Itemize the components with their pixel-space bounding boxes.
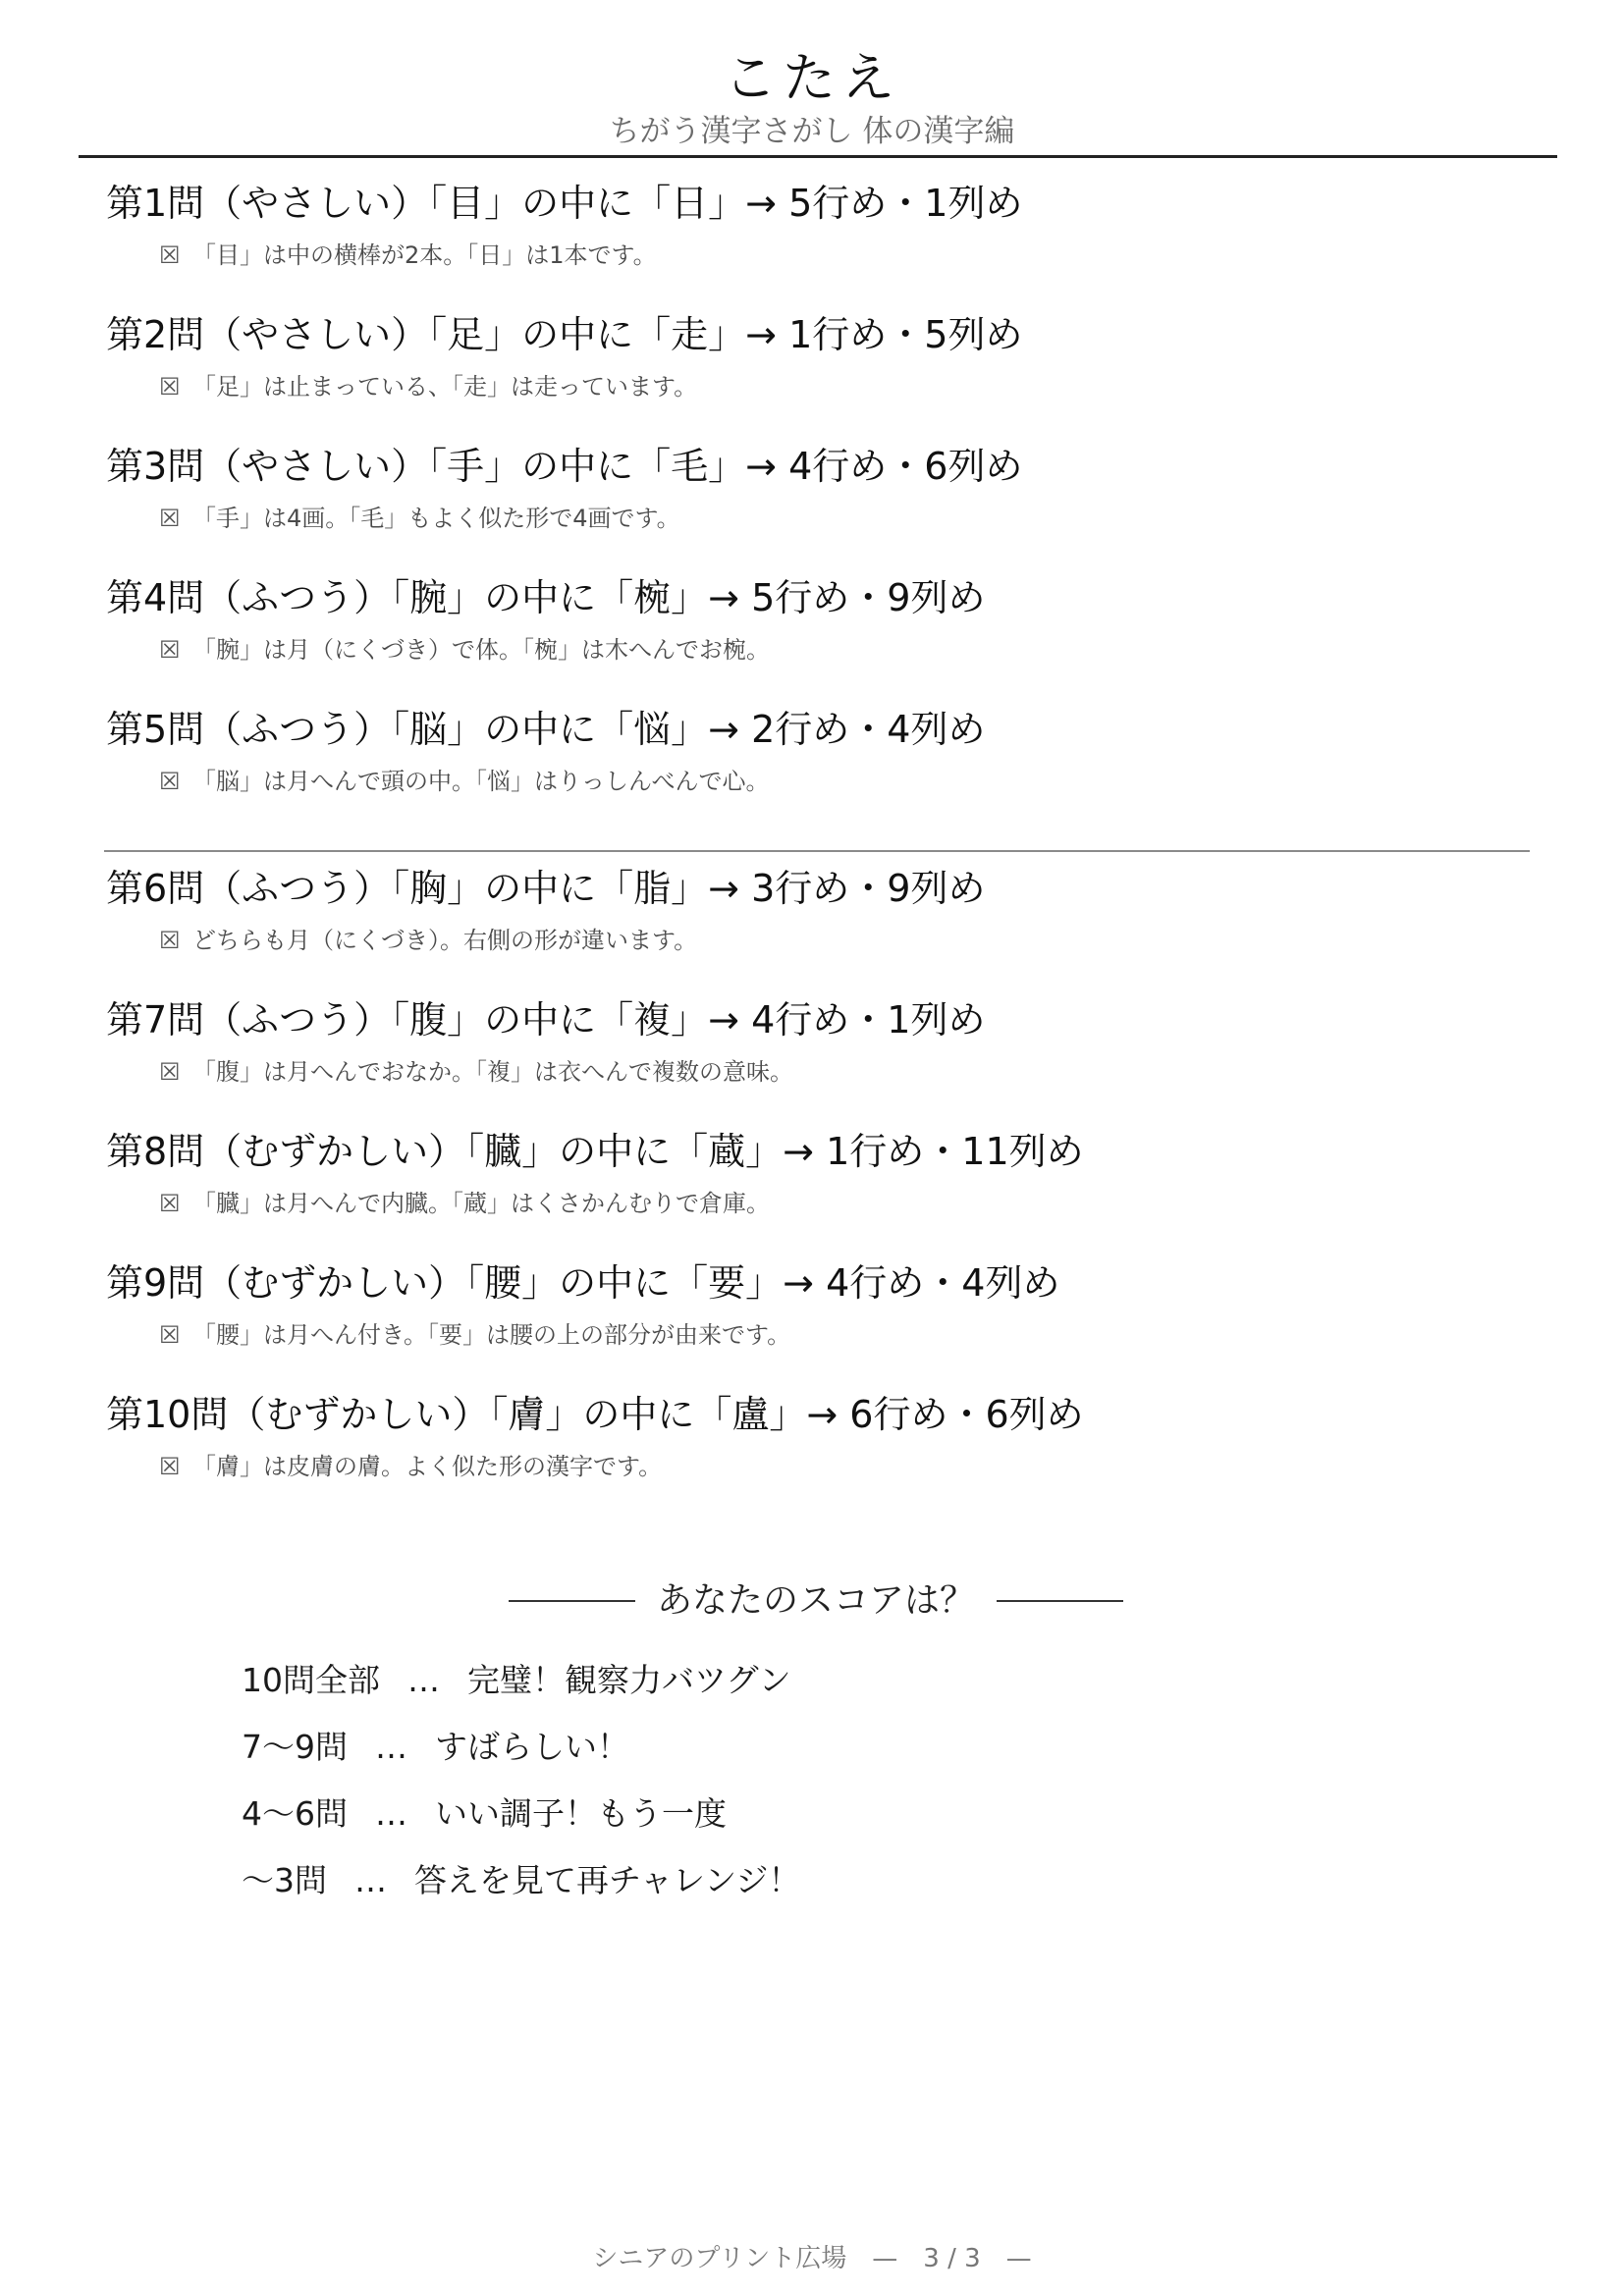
answer-item-5 bbox=[106, 705, 1530, 797]
heading-rule-left bbox=[509, 1600, 635, 1602]
checkbox-icon: ☒ bbox=[159, 505, 181, 532]
answer-note-text: 「臓」は月へんで内臓。「蔵」はくさかんむりで倉庫。 bbox=[192, 1190, 770, 1217]
checkbox-icon: ☒ bbox=[159, 1190, 181, 1217]
score-heading-label: あなたのスコアは？ bbox=[657, 1580, 976, 1621]
answer-note bbox=[106, 634, 1530, 666]
answer-note bbox=[106, 1188, 1530, 1219]
answer-note-text: 「脳」は月へんで頭の中。「悩」はりっしんべんで心。 bbox=[192, 768, 770, 795]
score-message: いい調子！もう一度 bbox=[435, 1794, 727, 1833]
answer-line: 第3問（やさしい）「手」の中に「毛」→ 4行め・6列め bbox=[106, 445, 1023, 488]
answer-note bbox=[106, 1451, 1530, 1482]
answer-note-text: 「手」は4画。「毛」もよく似た形で4画です。 bbox=[192, 505, 680, 532]
heading-rule-right bbox=[997, 1600, 1123, 1602]
answer-note-text: 「膚」は皮膚の膚。よく似た形の漢字です。 bbox=[192, 1453, 663, 1480]
answer-line: 第4問（ふつう）「腕」の中に「椀」→ 5行め・9列め bbox=[106, 576, 986, 619]
answer-item-8 bbox=[106, 1127, 1530, 1219]
answer-line: 第7問（ふつう）「腹」の中に「複」→ 4行め・1列め bbox=[106, 998, 986, 1041]
answer-note bbox=[106, 1319, 1530, 1351]
answer-item-4 bbox=[106, 573, 1530, 666]
score-row bbox=[242, 1659, 800, 1726]
answer-note-text: 「腹」は月へんでおなか。「複」は衣へんで複数の意味。 bbox=[192, 1058, 793, 1086]
answer-item-1 bbox=[106, 179, 1530, 271]
answer-line: 第1問（やさしい）「目」の中に「日」→ 5行め・1列め bbox=[106, 182, 1023, 225]
answer-note bbox=[106, 503, 1530, 534]
score-condition: 〜3問 bbox=[242, 1861, 327, 1899]
score-heading bbox=[509, 1578, 1123, 1624]
checkbox-icon: ☒ bbox=[159, 636, 181, 664]
answer-note bbox=[106, 925, 1530, 956]
score-message: すばらしい！ bbox=[435, 1728, 629, 1766]
page-subtitle: ちがう漢字さがし 体の漢字編 bbox=[609, 114, 1015, 149]
answer-line: 第5問（ふつう）「脳」の中に「悩」→ 2行め・4列め bbox=[106, 708, 986, 751]
checkbox-icon: ☒ bbox=[159, 1058, 181, 1086]
score-dots: … bbox=[375, 1728, 407, 1766]
answer-item-9 bbox=[106, 1258, 1530, 1351]
answer-note-text: 「腰」は月へん付き。「要」は腰の上の部分が由来です。 bbox=[192, 1321, 791, 1349]
answer-note-text: どちらも月（にくづき）。右側の形が違います。 bbox=[192, 927, 698, 954]
answer-item-3 bbox=[106, 442, 1530, 534]
answer-item-2 bbox=[106, 310, 1530, 402]
checkbox-icon: ☒ bbox=[159, 1321, 181, 1349]
checkbox-icon: ☒ bbox=[159, 1453, 181, 1480]
score-condition: 4〜6問 bbox=[242, 1794, 348, 1833]
score-row bbox=[242, 1726, 800, 1792]
answer-line: 第10問（むずかしい）「膚」の中に「盧」→ 6行め・6列め bbox=[106, 1393, 1084, 1436]
answer-line: 第8問（むずかしい）「臓」の中に「蔵」→ 1行め・11列め bbox=[106, 1130, 1084, 1173]
answer-note bbox=[106, 240, 1530, 271]
checkbox-icon: ☒ bbox=[159, 768, 181, 795]
header-divider bbox=[79, 155, 1557, 158]
score-condition: 10問全部 bbox=[242, 1661, 380, 1699]
answer-item-7 bbox=[106, 995, 1530, 1088]
score-dots: … bbox=[375, 1794, 407, 1833]
checkbox-icon: ☒ bbox=[159, 241, 181, 269]
page-title: こたえ bbox=[724, 47, 900, 109]
score-message: 答えを見て再チャレンジ！ bbox=[414, 1861, 801, 1899]
score-list bbox=[242, 1659, 800, 1926]
answer-line: 第6問（ふつう）「胸」の中に「脂」→ 3行め・9列め bbox=[106, 867, 986, 910]
answer-note bbox=[106, 766, 1530, 797]
score-dots: … bbox=[407, 1661, 440, 1699]
answer-item-6 bbox=[106, 864, 1530, 956]
answer-item-10 bbox=[106, 1390, 1530, 1482]
answer-note bbox=[106, 1056, 1530, 1088]
answer-note-text: 「足」は止まっている、「走」は走っています。 bbox=[192, 373, 698, 400]
answer-line: 第9問（むずかしい）「腰」の中に「要」→ 4行め・4列め bbox=[106, 1261, 1060, 1305]
checkbox-icon: ☒ bbox=[159, 373, 181, 400]
score-dots: … bbox=[354, 1861, 387, 1899]
score-row bbox=[242, 1859, 800, 1926]
checkbox-icon: ☒ bbox=[159, 927, 181, 954]
answer-note bbox=[106, 371, 1530, 402]
page-header bbox=[0, 47, 1624, 151]
score-message: 完璧！観察力バツグン bbox=[467, 1661, 791, 1699]
answer-note-text: 「腕」は月（にくづき）で体。「椀」は木へんでお椀。 bbox=[192, 636, 770, 664]
score-row bbox=[242, 1792, 800, 1859]
answer-note-text: 「目」は中の横棒が2本。「日」は1本です。 bbox=[192, 241, 657, 269]
page-footer: シニアのプリント広場 — 3 / 3 — bbox=[592, 2244, 1032, 2273]
section-divider bbox=[104, 850, 1530, 852]
answer-line: 第2問（やさしい）「足」の中に「走」→ 1行め・5列め bbox=[106, 313, 1023, 356]
score-condition: 7〜9問 bbox=[242, 1728, 348, 1766]
